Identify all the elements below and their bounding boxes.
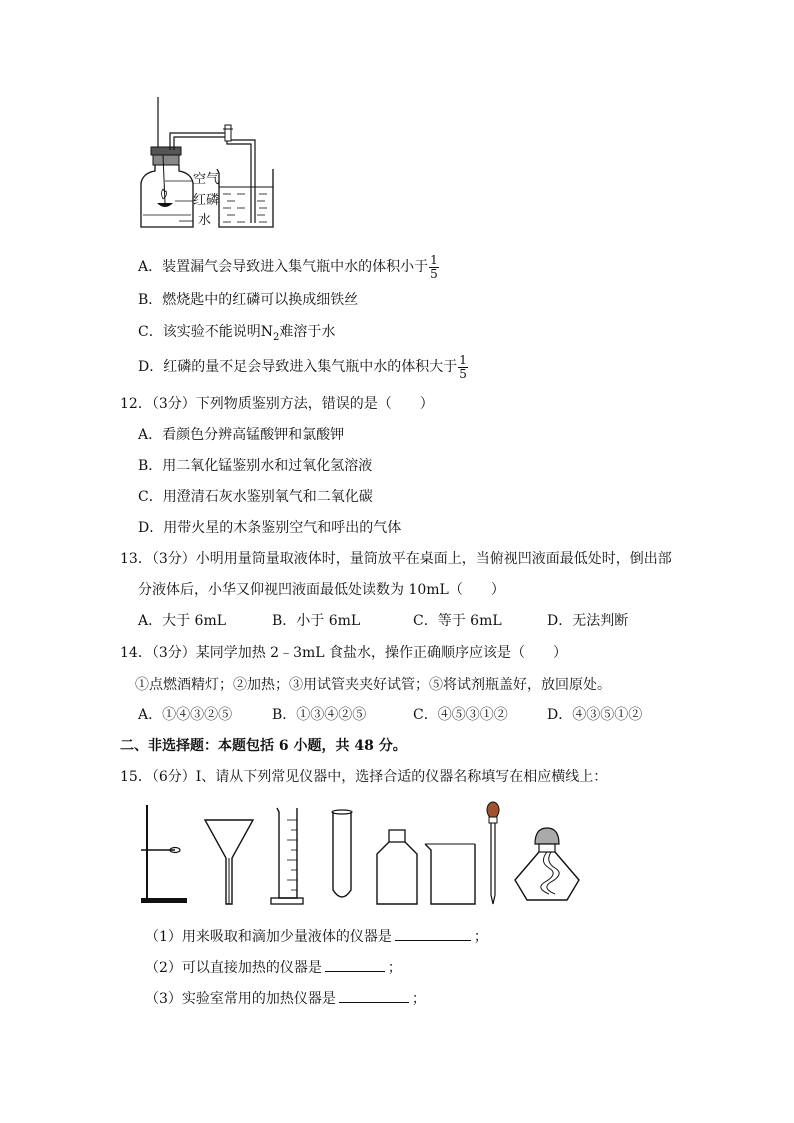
beaker-icon (425, 844, 475, 904)
q14-option-a[interactable]: A．①④③②⑤ (138, 707, 233, 723)
section-2-heading: 二、非选择题：本题包括 6 小题，共 48 分。 (120, 738, 407, 754)
q15-stem: 15．（6分）Ⅰ、请从下列常见仪器中，选择合适的仪器名称填写在相应横线上： (120, 769, 608, 785)
reagent-bottle-icon (377, 830, 417, 904)
q12-stem: 12．（3分）下列物质鉴别方法，错误的是（ ） (120, 396, 434, 412)
q15-item-1: （1）用来吸取和滴加少量液体的仪器是 ； (145, 926, 488, 947)
test-tube-icon (332, 810, 352, 897)
q13-stem-line1: 13．（3分）小明用量筒量取液体时，量筒放平在桌面上，当俯视凹液面最低处时，倒出部 (120, 551, 672, 567)
label-red-phosphorus: 红磷 (193, 193, 220, 208)
q12-option-b[interactable]: B．用二氧化锰鉴别水和过氧化氢溶液 (138, 458, 373, 474)
q14-option-b[interactable]: B．①③④②⑤ (272, 707, 367, 723)
dropper-icon (487, 802, 499, 904)
label-air: 空气 (193, 172, 220, 187)
answer-blank[interactable] (339, 988, 409, 1003)
q13-option-c[interactable]: C．等于 6mL (413, 613, 502, 629)
q12-option-c[interactable]: C．用澄清石灰水鉴别氧气和二氧化碳 (138, 489, 373, 505)
q12-option-d[interactable]: D．用带火星的木条鉴别空气和呼出的气体 (138, 520, 402, 536)
q14-stem: 14．（3分）某同学加热 2﹣3mL 食盐水，操作正确顺序应该是（ ） (120, 645, 568, 661)
answer-blank[interactable] (325, 957, 385, 972)
q11-option-a[interactable]: A．装置漏气会导致进入集气瓶中水的体积小于 $\frac{1}{5}$ (138, 252, 438, 281)
alcohol-lamp-icon (515, 828, 579, 900)
q15-item-3: （3）实验室常用的加热仪器是 ； (145, 988, 426, 1009)
answer-blank[interactable] (395, 926, 471, 941)
q15-item-2: （2）可以直接加热的仪器是 ； (145, 957, 402, 978)
graduated-cylinder-icon (271, 808, 303, 904)
q11-option-c[interactable]: C．该实验不能说明$N_2$难溶于水 (138, 324, 336, 343)
fraction: $\frac{1}{5}$ (430, 252, 438, 281)
q14-option-d[interactable]: D．④③⑤①② (547, 707, 643, 723)
q13-option-d[interactable]: D．无法判断 (547, 613, 629, 629)
fraction: $\frac{1}{5}$ (459, 352, 467, 381)
q13-stem-line2: 分液体后，小华又仰视凹液面最低处读数为 10mL（ ） (138, 582, 505, 598)
iron-stand-icon (141, 805, 187, 903)
funnel-icon (205, 820, 253, 904)
q13-option-b[interactable]: B．小于 6mL (272, 613, 361, 629)
label-water: 水 (198, 213, 212, 228)
q15-instruments-figure (135, 800, 595, 910)
q13-option-a[interactable]: A．大于 6mL (138, 613, 227, 629)
q11-option-d[interactable]: D．红磷的量不足会导致进入集气瓶中水的体积大于 $\frac{1}{5}$ (138, 352, 467, 381)
q11-option-b[interactable]: B．燃烧匙中的红磷可以换成细铁丝 (138, 292, 359, 308)
q14-option-c[interactable]: C．④⑤③①② (413, 707, 508, 723)
q14-steps: ①点燃酒精灯；②加热；③用试管夹夹好试管；⑤将试剂瓶盖好，放回原处。 (135, 677, 611, 693)
q12-option-a[interactable]: A．看颜色分辨高锰酸钾和氯酸钾 (138, 427, 345, 443)
